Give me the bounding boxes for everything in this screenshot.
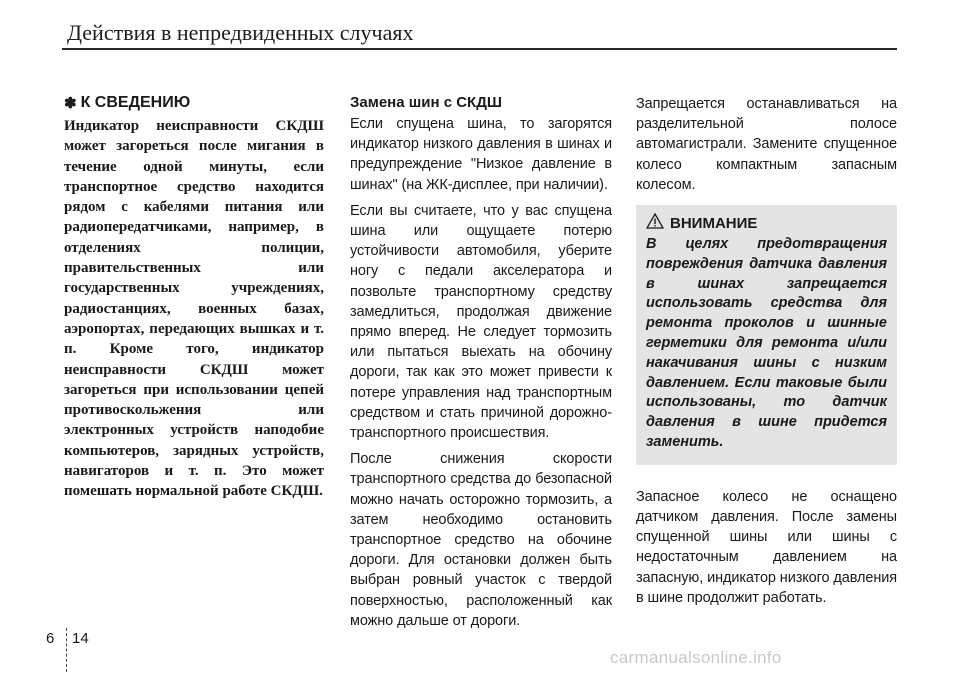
note-text: Индикатор неисправности СКДШ может загореться после мигания в течение одной минуты, если транспортное средство находится рядом с кабелями питания или радиопередатчиками, например, в отделениях полиции, правительственных или государственных учреждениях, радиостанциях, военных базах, аэропортах, передающих вышках и т. п. Кроме того, индикатор неисправности СКДШ может загореться при использовании цепей противоскольжения или электронных устройств наподобие компьютеров, зарядных устройств, навигаторов и т. п. Это может помешать нормальной работе СКДШ. bbox=[64, 118, 324, 500]
middle-column bbox=[350, 94, 612, 637]
left-column bbox=[64, 94, 324, 502]
warning-box bbox=[636, 205, 897, 465]
paragraph: Запасное колесо не оснащено датчиком давления. После замены спущенной шины или шины с недостаточным давлением на запасную, индикатор низкого давления в шине продолжит работать. bbox=[636, 488, 897, 606]
header-divider bbox=[62, 48, 897, 50]
paragraph: После снижения скорости транспортного средства до безопасной можно начать осторожно тормозить, а затем необходимо остановить транспортное средство на обочине дороги. Для остановки должен быть выбран ровный участок с твердой поверхностью, расположенный как можно дальше от дороги. bbox=[350, 451, 612, 629]
asterisk-icon: ✽ bbox=[64, 95, 77, 112]
warning-title: ВНИМАНИЕ bbox=[670, 214, 758, 232]
paragraph: Если вы считаете, что у вас спущена шина или ощущаете потерю устойчивости автомобиля, уберите ногу с педали акселератора и позвольте транспортному средству замедлиться, продолжая движение прямо вперед. Не следует тормозить или пытаться выехать на обочину дороги, так как это может привести к потере управления над транспортным средством и стать причиной дорожно-транспортного происшествия. bbox=[350, 202, 612, 442]
note-heading bbox=[64, 94, 324, 112]
note-title: К СВЕДЕНИЮ bbox=[80, 94, 191, 111]
page-header-title: Действия в непредвиденных случаях bbox=[67, 20, 414, 45]
warning-text: В целях предотвращения повреждения датчика давления в шинах запрещается использовать средства для ремонта проколов и шинные герметики для ремонта и/или накачивания шины с низким давлением. Если таковые были использованы, то датчик давления в шине придется заменить. bbox=[646, 236, 887, 450]
warning-triangle-icon bbox=[646, 213, 664, 233]
watermark: carmanualsonline.info bbox=[610, 648, 782, 667]
paragraph: Если спущена шина, то загорятся индикатор низкого давления в шинах и предупреждение "Низкое давление в шинах" (на ЖК-дисплее, при наличии). bbox=[350, 116, 612, 193]
right-column bbox=[636, 94, 897, 614]
footer-divider bbox=[66, 628, 67, 672]
warning-heading bbox=[646, 213, 887, 233]
paragraph: Запрещается останавливаться на разделительной полосе автомагистрали. Замените спущенное колесо компактным запасным колесом. bbox=[636, 96, 897, 193]
section-title: Замена шин с СКДШ bbox=[350, 94, 502, 111]
section-number: 6 bbox=[46, 630, 55, 647]
page-number: 14 bbox=[72, 630, 89, 647]
